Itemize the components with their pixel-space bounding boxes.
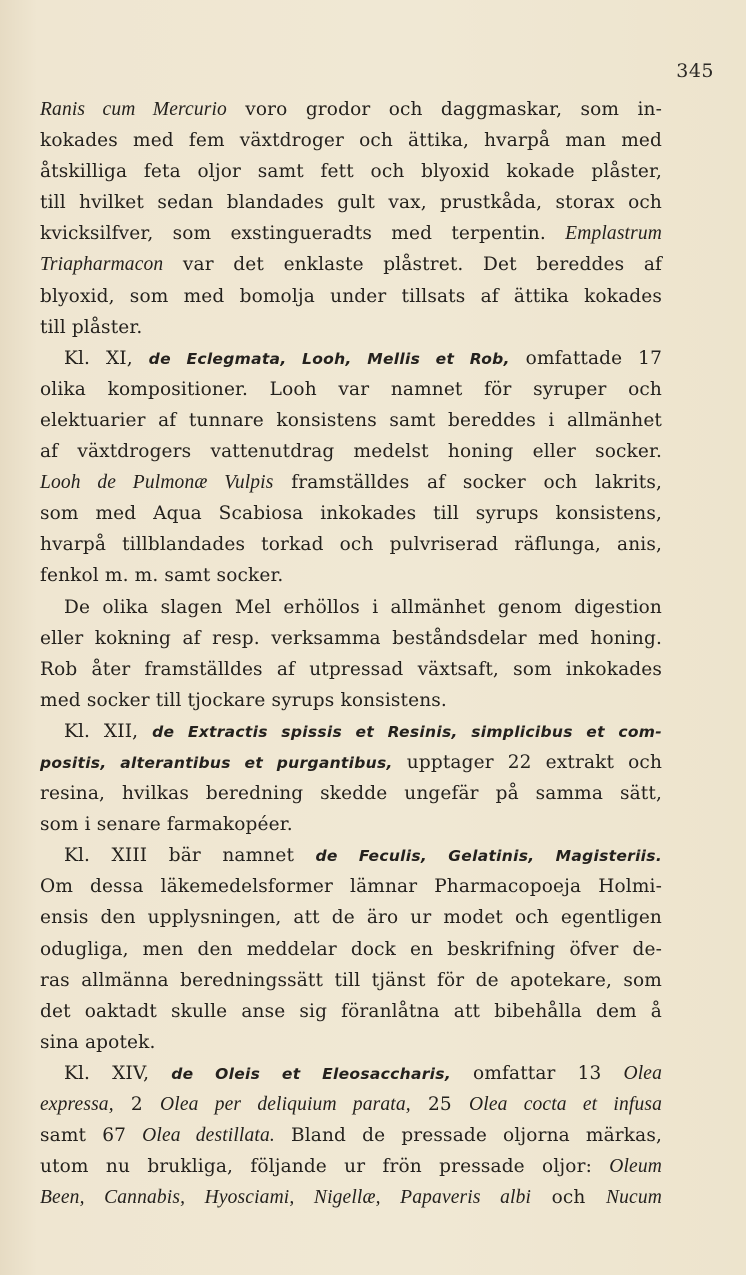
text-line: till hvilket sedan blandades gult vax, prustkåda, storax och <box>40 192 662 214</box>
text-line: utom nu brukliga, följande ur frön pressade oljor: Oleum <box>40 1156 662 1178</box>
text-line: expressa, 2 Olea per deliquium parata, 25 Olea cocta et infusa <box>40 1094 662 1115</box>
text-line: resina, hvilkas beredning skedde ungefär på samma sätt, <box>40 783 662 805</box>
text-line: det oaktadt skulle anse sig föranlåtna att bibehålla dem å <box>40 1000 662 1022</box>
text-line: Om dessa läkemedelsformer lämnar Pharmacopoeja Holmi- <box>40 876 662 898</box>
text-line: elektuarier af tunnare konsistens samt bereddes i allmänhet <box>40 409 662 431</box>
text-line: hvarpå tillblandades torkad och pulvriserad räflunga, anis, <box>40 534 662 556</box>
text-line: Kl. XIV, de Oleis et Eleosaccharis, omfattar 13 Olea <box>64 1062 662 1084</box>
text-line: kvicksilfver, som exstingueradts med terpentin. Emplastrum <box>40 223 662 245</box>
text-line: sina apotek. <box>40 1031 156 1053</box>
text-line: samt 67 Olea destillata. Bland de pressade oljorna märkas, <box>40 1125 663 1147</box>
text-line: Ranis cum Mercurio voro grodor och daggmaskar, som in- <box>40 99 662 120</box>
text-line: olika kompositioner. Looh var namnet för syruper och <box>40 378 662 400</box>
text-line: åtskilliga feta oljor samt fett och blyoxid kokade plåster, <box>40 161 662 183</box>
text-line: positis, alterantibus et purgantibus, upptager 22 extrakt och <box>40 751 663 773</box>
text-line: Kl. XI, de Eclegmata, Looh, Mellis et Rob, omfattade 17 <box>64 347 662 369</box>
text-line: kokades med fem växtdroger och ättika, hvarpå man med <box>40 130 662 152</box>
text-line: af växtdrogers vattenutdrag medelst honing eller socker. <box>40 441 662 463</box>
text-line: som i senare farmakopéer. <box>40 814 293 836</box>
text-line: odugliga, men den meddelar dock en beskrifning öfver de- <box>40 938 662 960</box>
text-line: Triapharmacon var det enklaste plåstret. Det bereddes af <box>40 254 662 276</box>
text-line: fenkol m. m. samt socker. <box>40 565 284 587</box>
text-line: Looh de Pulmonæ Vulpis framställdes af socker och lakrits, <box>40 472 663 494</box>
text-line: De olika slagen Mel erhöllos i allmänhet genom digestion <box>64 596 662 618</box>
text-line: blyoxid, som med bomolja under tillsats af ättika kokades <box>40 285 662 307</box>
text-line: Kl. XII, de Extractis spissis et Resinis, simplicibus et com- <box>64 720 662 742</box>
text-line: Kl. XIII bär namnet de Feculis, Gelatinis, Magisteriis. <box>64 845 663 867</box>
text-line: till plåster. <box>40 316 143 338</box>
text-line: Been, Cannabis, Hyosciami, Nigellæ, Papaveris albi och Nucum <box>40 1187 662 1209</box>
text-line: ras allmänna beredningssätt till tjänst för de apotekare, som <box>40 969 662 991</box>
text-line: Rob åter framställdes af utpressad växtsaft, som inkokades <box>40 658 662 680</box>
text-line: som med Aqua Scabiosa inkokades till syrups konsistens, <box>40 503 662 525</box>
body-text <box>40 94 662 1213</box>
text-line: ensis den upplysningen, att de äro ur modet och egentligen <box>40 907 662 929</box>
text-line: med socker till tjockare syrups konsistens. <box>40 689 447 711</box>
text-line: eller kokning af resp. verksamma beståndsdelar med honing. <box>40 627 662 649</box>
page-number: 345 <box>676 60 714 82</box>
